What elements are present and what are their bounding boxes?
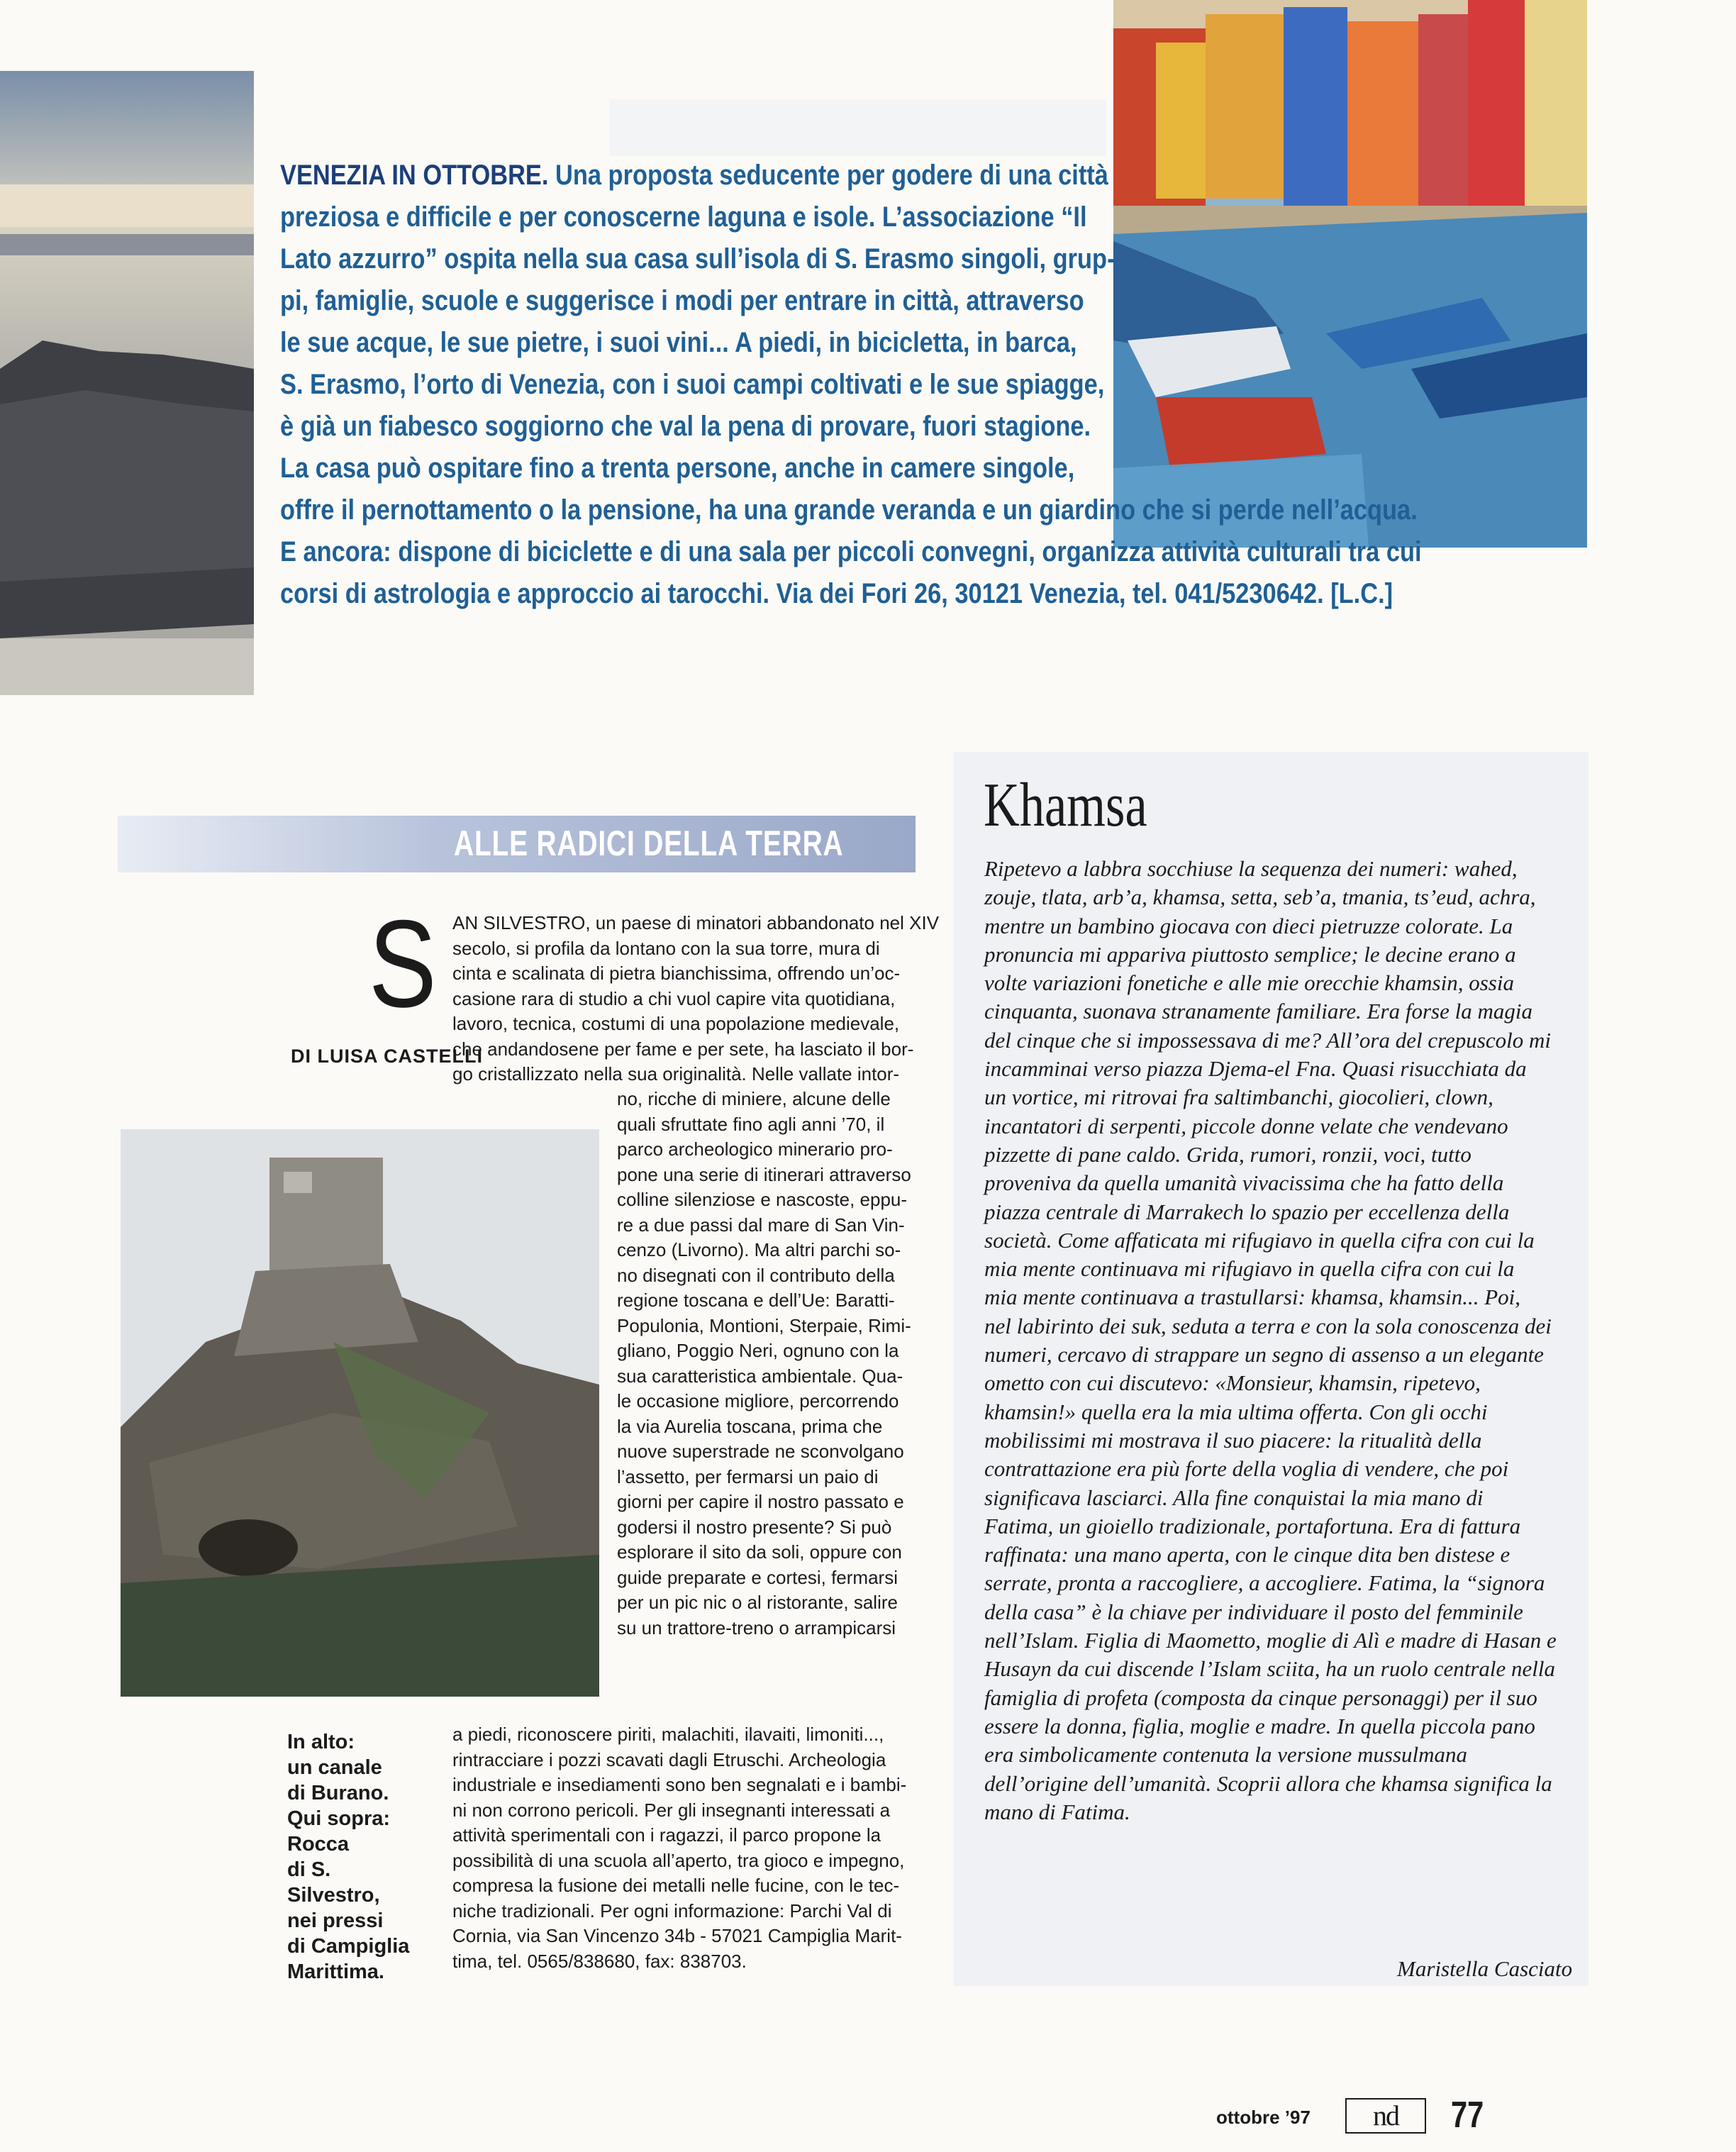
article-line: go cristallizzato nella sua originalità. Nelle vallate intor- <box>452 1063 900 1085</box>
caption-line: nei pressi <box>287 1909 384 1932</box>
intro-lead: VENEZIA IN OTTOBRE. <box>280 160 549 191</box>
khamsa-line: Ripetevo a labbra socchiuse la sequenza dei numeri: wahed, <box>984 856 1518 881</box>
article-line: re a due passi dal mare di San Vin- <box>617 1214 905 1236</box>
khamsa-line: famiglia di profeta (composta da cinque personaggi) per il suo <box>984 1685 1537 1710</box>
khamsa-line: incantatori di serpenti, piccole donne velate che vendevano <box>984 1113 1508 1138</box>
khamsa-line: mano di Fatima. <box>984 1799 1130 1824</box>
khamsa-text <box>984 855 1557 1826</box>
tower-photo-art <box>121 1129 599 1697</box>
article-line: industriale e insediamenti sono ben segnalati e i bambi- <box>452 1774 907 1795</box>
khamsa-signature: Maristella Casciato <box>1397 1956 1573 1981</box>
article-line: gliano, Poggio Neri, ognuno con la <box>617 1340 899 1361</box>
khamsa-line: pronuncia mi appariva piuttosto semplice; le decine erano a <box>984 941 1516 967</box>
khamsa-line: del cinque che si impossessava di me? All’ora del crepuscolo mi <box>984 1027 1551 1053</box>
article-line: cenzo (Livorno). Ma altri parchi so- <box>617 1239 901 1260</box>
article-line: che andandosene per fame e per sete, ha lasciato il bor- <box>452 1038 914 1060</box>
khamsa-line: incamminai verso piazza Djema-el Fna. Quasi risucchiata da <box>984 1056 1527 1082</box>
article-line: no disegnati con il contributo della <box>617 1264 895 1286</box>
footer-date: ottobre ’97 <box>1216 2107 1311 2128</box>
article-line: pone una serie di itinerari attraverso <box>617 1163 911 1185</box>
intro-line: Lato azzurro” ospita nella sua casa sull’isola di S. Erasmo singoli, grup- <box>280 243 1115 274</box>
khamsa-line: zouje, tlata, arb’a, khamsa, setta, seb’a, tmania, ts’eud, achra, <box>984 884 1536 910</box>
khamsa-line: mia mente continuava a trastullarsi: khamsa, khamsin... Poi, <box>984 1285 1520 1310</box>
khamsa-line: raffinata: una mano aperta, con le cinque dita ben distese e <box>984 1542 1510 1568</box>
magazine-logo-text: nd <box>1373 2100 1398 2131</box>
magazine-logo <box>1345 2098 1426 2134</box>
khamsa-line: nell’Islam. Figlia di Maometto, moglie di Alì e madre di Hasan e <box>984 1628 1557 1653</box>
caption-line: un canale <box>287 1756 382 1779</box>
article-line: attività sperimentali con i ragazzi, il parco propone la <box>452 1824 881 1846</box>
khamsa-line: serrate, pronta a raccogliere, a accogliere. Fatima, la “signora <box>984 1570 1545 1596</box>
article-line: la via Aurelia toscana, prima che <box>617 1415 883 1437</box>
khamsa-line: Husayn da cui discende l’Islam sciita, ha un ruolo centrale nella <box>984 1656 1556 1682</box>
article-line: sua caratteristica ambientale. Qua- <box>617 1365 903 1387</box>
khamsa-title: Khamsa <box>984 771 1147 840</box>
coast-photo-art <box>0 71 254 695</box>
khamsa-line: un vortice, mi ritrovai fra saltimbanchi, giocolieri, clown, <box>984 1085 1493 1110</box>
coast-photo <box>0 71 254 695</box>
article-line: lavoro, tecnica, costumi di una popolazione medievale, <box>452 1013 900 1034</box>
article-line: giorni per capire il nostro passato e <box>617 1491 904 1512</box>
article-line: le occasione migliore, percorrendo <box>617 1390 899 1411</box>
article-line: su un trattore-treno o arrampicarsi <box>617 1616 896 1638</box>
article-line: ni non corrono pericoli. Per gli insegnanti interessati a <box>452 1799 891 1821</box>
article-line: guide preparate e cortesi, fermarsi <box>617 1566 898 1588</box>
article-line: cinta e scalinata di pietra bianchissima, offrendo un’oc- <box>452 963 901 984</box>
intro-line: pi, famiglie, scuole e suggerisce i modi per entrare in città, attraverso <box>280 285 1084 316</box>
intro-line: Una proposta seducente per godere di una città <box>555 160 1108 191</box>
caption-line: In alto: <box>287 1731 355 1753</box>
khamsa-line: nel labirinto dei suk, seduta a terra e con la sola conoscenza dei <box>984 1313 1552 1338</box>
article-line: a piedi, riconoscere piriti, malachiti, ilavaiti, limoniti..., <box>452 1724 884 1745</box>
tower-photo <box>121 1129 599 1697</box>
article-column-bottom <box>452 1722 906 1974</box>
intro-line: corsi di astrologia e approccio ai tarocchi. Via dei Fori 26, 30121 Venezia, tel. 041/5230642. [L.C.] <box>280 578 1393 609</box>
photo-caption <box>287 1729 409 1985</box>
article-line: esplorare il sito da soli, oppure con <box>617 1541 902 1563</box>
khamsa-line: khamsin!» quella era la mia ultima offerta. Con gli occhi <box>984 1399 1488 1424</box>
khamsa-line: mia mente continuava mi rifugiavo in quella cifra con cui la <box>984 1256 1515 1282</box>
caption-line: Silvestro, <box>287 1884 380 1907</box>
intro-line: le sue acque, le sue pietre, i suoi vini... A piedi, in bicicletta, in barca, <box>280 327 1077 358</box>
drop-cap: S <box>369 895 437 1033</box>
article-line: compresa la fusione dei metalli nelle fucine, con le tec- <box>452 1875 900 1896</box>
khamsa-line: volte variazioni fonetiche e alle mie orecchie khamsin, ossia <box>984 970 1514 996</box>
article-line: AN SILVESTRO, un paese di minatori abbandonato nel XIV <box>452 912 940 933</box>
article-line: godersi il nostro presente? Si può <box>617 1516 892 1538</box>
khamsa-line: significava lasciarci. Alla fine conquistai la mia mano di <box>984 1485 1484 1510</box>
khamsa-line: cinquanta, suonava stranamente familiare. Era forse la magia <box>984 999 1532 1024</box>
khamsa-line: mobilissimi mi mostrava il suo piacere: la ritualità della <box>984 1427 1482 1453</box>
caption-line: Qui sopra: <box>287 1807 391 1830</box>
article-line: quali sfruttate fino agli anni ’70, il <box>617 1113 885 1135</box>
khamsa-line: ometto con cui discutevo: «Monsieur, khamsin, ripetevo, <box>984 1370 1481 1396</box>
khamsa-line: era simbolicamente contenuta la versione mussulmana <box>984 1742 1468 1768</box>
intro-line: è già un fiabesco soggiorno che val la pena di provare, fuori stagione. <box>280 411 1091 442</box>
article-line: Cornia, via San Vincenzo 34b - 57021 Campiglia Marit- <box>452 1925 902 1946</box>
article-line: nuove superstrade ne sconvolgano <box>617 1441 904 1462</box>
khamsa-line: numeri, cercavo di strappare un segno di assenso a un elegante <box>984 1342 1544 1368</box>
khamsa-line: piazza centrale di Marrakech lo spazio per eccellenza della <box>984 1199 1510 1224</box>
khamsa-line: Fatima, un gioiello tradizionale, portafortuna. Era di fattura <box>984 1513 1521 1538</box>
article-line: regione toscana e dell’Ue: Baratti- <box>617 1289 895 1311</box>
khamsa-line: della casa” è la chiave per individuare il posto del femminile <box>984 1599 1523 1624</box>
article-line: l’assetto, per fermarsi un paio di <box>617 1465 879 1487</box>
article-line: casione rara di studio a chi vuol capire vita quotidiana, <box>452 987 896 1009</box>
article-line: possibilità di una scuola all’aperto, tra gioco e impegno, <box>452 1849 905 1871</box>
khamsa-line: dell’origine dell’umanità. Scoprii allora che khamsa significa la <box>984 1770 1552 1796</box>
intro-line: S. Erasmo, l’orto di Venezia, con i suoi campi coltivati e le sue spiagge, <box>280 369 1105 400</box>
article-line: niche tradizionali. Per ogni informazione: Parchi Val di <box>452 1899 892 1921</box>
article-line: no, ricche di miniere, alcune delle <box>617 1088 891 1109</box>
article-line: tima, tel. 0565/838680, fax: 838703. <box>452 1950 747 1972</box>
article-column-top <box>452 911 939 1087</box>
byline: DI LUISA CASTELLI <box>291 1046 483 1067</box>
intro-line: preziosa e difficile e per conoscerne laguna e isole. L’associazione “Il <box>280 201 1087 233</box>
article-line: per un pic nic o al ristorante, salire <box>617 1592 898 1613</box>
section-title: ALLE RADICI DELLA TERRA <box>454 823 844 863</box>
article-line: secolo, si profila da lontano con la sua torre, mura di <box>452 937 880 959</box>
article-line: colline silenziose e nascoste, eppu- <box>617 1189 908 1210</box>
caption-line: di Campiglia <box>287 1935 410 1958</box>
khamsa-line: proveniva da quella umanità vivacissima che ha fatto della <box>984 1170 1504 1196</box>
page-number: 77 <box>1451 2095 1484 2136</box>
khamsa-line: pizzette di pane caldo. Grida, rumori, ronzii, voci, tutto <box>984 1141 1471 1167</box>
caption-line: di Burano. <box>287 1782 389 1804</box>
caption-line: di S. <box>287 1858 331 1881</box>
article-line: Populonia, Montioni, Sterpaie, Rimi- <box>617 1314 911 1336</box>
intro-line: La casa può ospitare fino a trenta persone, anche in camere singole, <box>280 453 1075 484</box>
article-line: rintracciare i pozzi scavati dagli Etruschi. Archeologia <box>452 1748 886 1770</box>
venezia-intro <box>280 155 1422 615</box>
bleed-shape <box>610 99 1106 156</box>
article-line: parco archeologico minerario pro- <box>617 1138 893 1160</box>
khamsa-line: essere la donna, figlia, moglie e madre. In quella piccola pano <box>984 1713 1535 1738</box>
article-column-middle <box>617 1087 911 1641</box>
caption-line: Marittima. <box>287 1960 384 1983</box>
intro-line: E ancora: dispone di biciclette e di una sala per piccoli convegni, organizza attività culturali tra cui <box>280 536 1422 567</box>
khamsa-line: mentre un bambino giocava con dieci pietruzze colorate. La <box>984 913 1513 938</box>
khamsa-line: contrattazione era più forte della voglia di vendere, che poi <box>984 1456 1509 1482</box>
khamsa-line: società. Come affaticata mi rifugiavo in quella cifra con cui la <box>984 1227 1535 1253</box>
intro-line: offre il pernottamento o la pensione, ha una grande veranda e un giardino che si perde nell’acqua. <box>280 494 1418 526</box>
caption-line: Rocca <box>287 1833 350 1856</box>
